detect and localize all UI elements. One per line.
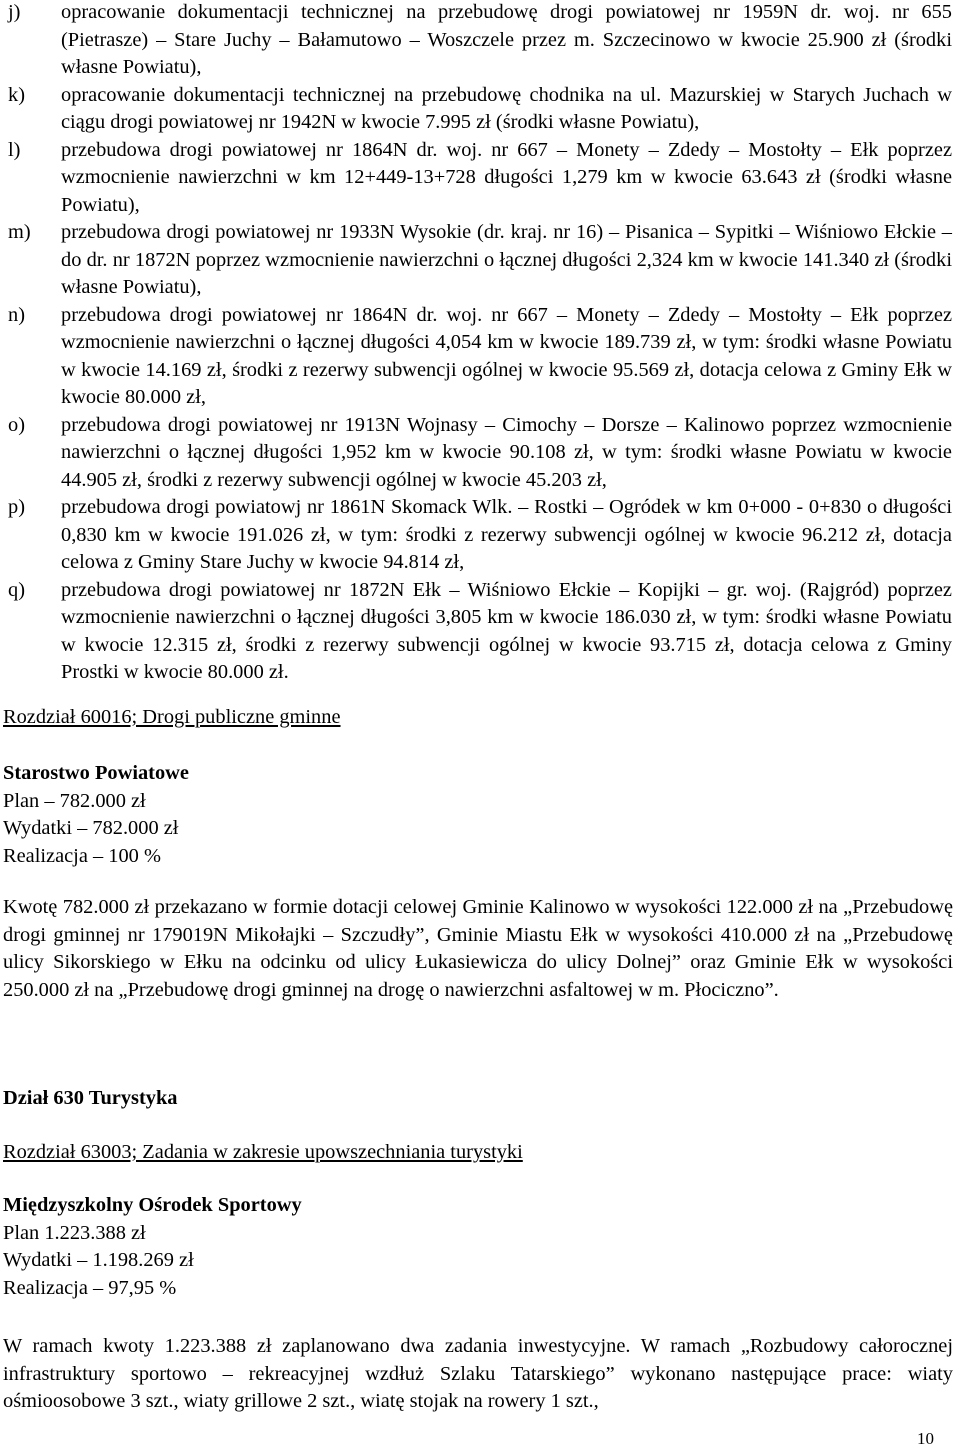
list-item-text: przebudowa drogi powiatowej nr 1864N dr. woj. nr 667 – Monety – Zdedy – Mostołty – Ełk poprzez wzmocnienie nawierzchni w km 12+449-13+728 długości 1,279 km w kwocie 63.643 zł (środki własne Powiatu), (61, 138, 952, 216)
list-item-text: przebudowa drogi powiatowej nr 1864N dr. woj. nr 667 – Monety – Zdedy – Mostołty – Ełk poprzez wzmocnienie nawierzchni o łącznej długości 4,054 km w kwocie 189.739 zł, w tym: środki własne Powiatu w kwocie 14.169 zł, środki z rezerwy subwencji ogólnej w kwocie 95.569 zł, dotacja celowa z Gminy Ełk w kwocie 80.000 zł, (61, 303, 952, 408)
list-item-letter: j) (8, 1, 21, 23)
list-item-text: opracowanie dokumentacji technicznej na przebudowę chodnika na ul. Mazurskiej w Starych Juchach w ciągu drogi powiatowej nr 1942N w kwocie 7.995 zł (środki własne Powiatu), (61, 83, 952, 133)
list-item-letter: l) (8, 138, 21, 161)
list-item-letter: n) (8, 303, 25, 326)
list-item-letter: p) (8, 496, 25, 518)
list-item-text: przebudowa drogi powiatowej nr 1872N Ełk – Wiśniowo Ełckie – Kopijki – gr. woj. (Rajgród) poprzez wzmocnienie nawierzchni o łącznej długości 3,805 km w kwocie 186.030 zł, w tym: środki własne Powiatu w kwocie 12.315 zł, środki z rezerwy subwencji ogólnej w kwocie 93.715 zł, dotacja celowa z Gminy Prostki w kwocie 80.000 zł. (61, 578, 952, 683)
budget-summary-63003 (3, 1192, 953, 1302)
chapter-heading-630: Dział 630 Turystyka (3, 1087, 178, 1109)
paragraph-63003: W ramach kwoty 1.223.388 zł zaplanowano dwa zadania inwestycyjne. W ramach „Rozbudowy całorocznej infrastruktury sportowo – rekreacyjnej wzdłuż Szlaku Tatarskiego” wykonano następujące prace: wiaty ośmioosobowe 3 szt., wiaty grillowe 2 szt., wiatę stojak na rowery 1 szt., (3, 1335, 953, 1412)
list-item (8, 412, 952, 495)
unit-name: Starostwo Powiatowe (3, 762, 189, 784)
section-heading-60016: Rozdział 60016; Drogi publiczne gminne (3, 706, 341, 728)
list-item-letter: k) (8, 83, 25, 106)
list-item (8, 82, 952, 137)
list-item-text: przebudowa drogi powiatowej nr 1933N Wysokie (dr. kraj. nr 16) – Pisanica – Sypitki – Wiśniowo Ełckie – do dr. nr 1872N poprzez wzmocnienie nawierzchni o łącznej długości 2,324 km w kwocie 141.340 zł (środki własne Powiatu), (61, 221, 952, 298)
list-item-letter: m) (8, 221, 31, 243)
paragraph-60016: Kwotę 782.000 zł przekazano w formie dotacji celowej Gminie Kalinowo w wysokości 122.000 zł na „Przebudowę drogi gminnej nr 179019N Mikołajki – Szczudły”, Gminie Miastu Ełk w wysokości 410.000 zł na „Przebudowę ulicy Sikorskiego w Ełku na odcinku od ulicy Łukasiewicza do ulicy Dolnej” oraz Gminie Ełk w wysokości 250.000 zł na „Przebudowę drogi gminnej na drogę o nawierzchni asfaltowej w m. Płociczno”. (3, 896, 953, 1001)
list-item-text: przebudowa drogi powiatowej nr 1913N Wojnasy – Cimochy – Dorsze – Kalinowo poprzez wzmocnienie nawierzchni o łącznej długości 1,952 km w kwocie 90.108 zł, w tym: środki własne Powiatu w kwocie 44.905 zł, środki z rezerwy subwencji ogólnej w kwocie 45.203 zł, (61, 413, 952, 491)
list-item-text: przebudowa drogi powiatowj nr 1861N Skomack Wlk. – Rostki – Ogródek w km 0+000 - 0+830 o długości 0,830 km w kwocie 191.026 zł, w tym: środki z rezerwy subwencji ogólnej w kwocie 96.212 zł, dotacja celowa z Gminy Stare Juchy w kwocie 94.814 zł, (61, 496, 952, 573)
list-item (8, 302, 952, 412)
realization-value: Realizacja – 100 % (3, 844, 161, 867)
list-item-text: opracowanie dokumentacji technicznej na przebudowę drogi powiatowej nr 1959N dr. woj. nr 655 (Pietrasze) – Stare Juchy – Bałamutowo – Woszczele przez m. Szczecinowo w kwocie 25.900 zł (środki własne Powiatu), (61, 1, 952, 78)
investment-list (8, 0, 952, 687)
budget-summary-60016 (3, 760, 953, 870)
unit-name: Międzyszkolny Ośrodek Sportowy (3, 1194, 302, 1216)
expenses-value: Wydatki – 1.198.269 zł (3, 1249, 194, 1271)
page-number: 10 (917, 1429, 934, 1448)
list-item (8, 0, 952, 82)
plan-value: Plan 1.223.388 zł (3, 1221, 146, 1244)
list-item-letter: q) (8, 578, 25, 601)
list-item (8, 494, 952, 577)
list-item-letter: o) (8, 413, 25, 436)
section-heading-63003: Rozdział 63003; Zadania w zakresie upowszechniania turystyki (3, 1141, 523, 1163)
list-item (8, 577, 952, 687)
realization-value: Realizacja – 97,95 % (3, 1276, 177, 1299)
list-item (8, 219, 952, 302)
expenses-value: Wydatki – 782.000 zł (3, 817, 179, 839)
plan-value: Plan – 782.000 zł (3, 789, 146, 812)
list-item (8, 137, 952, 220)
